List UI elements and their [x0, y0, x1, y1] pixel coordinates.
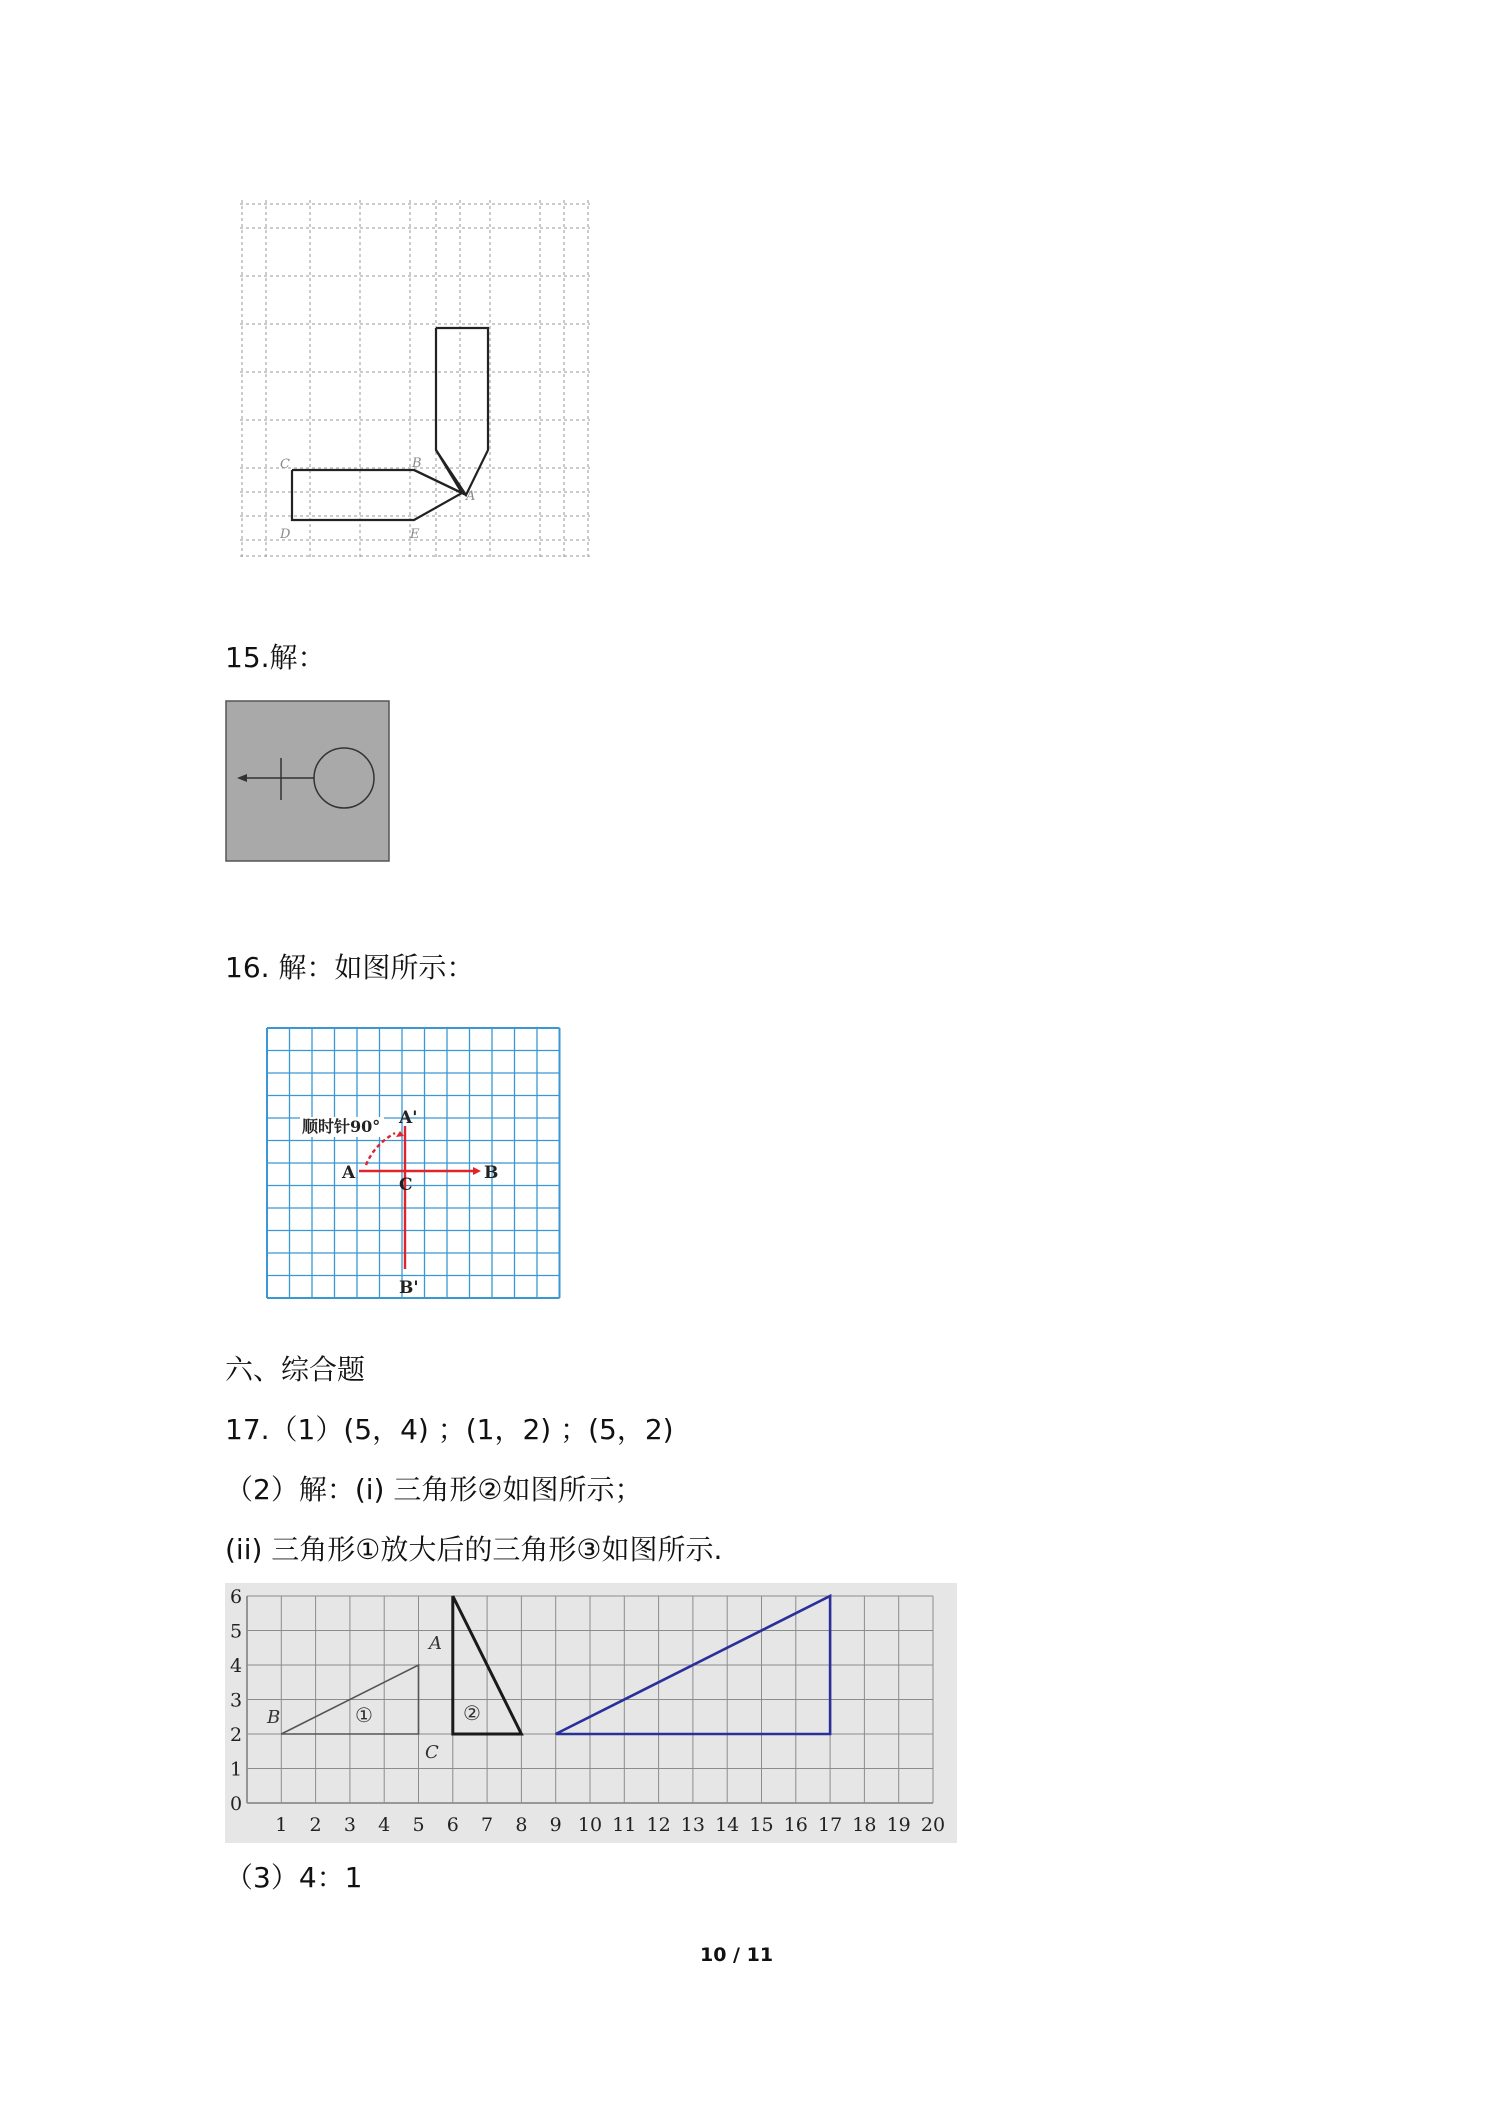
figure-15: [225, 700, 390, 862]
polygon-shape: [292, 328, 488, 520]
triangle-1-label: ①: [355, 1703, 373, 1727]
x-tick-label: 17: [818, 1814, 843, 1836]
y-tick-label: 3: [229, 1689, 243, 1712]
label-a-prime: A': [399, 1108, 418, 1128]
x-tick-label: 1: [275, 1814, 288, 1836]
y-tick-label: 1: [229, 1758, 243, 1781]
figure-16: [262, 1023, 584, 1318]
arrowhead-icon: [473, 1167, 481, 1175]
x-tick-label: 14: [715, 1814, 740, 1836]
rotation-arrow-icon: [396, 1131, 404, 1137]
y-tick-label: 6: [229, 1586, 243, 1608]
rotation-label: 顺时针90°: [302, 1117, 381, 1136]
x-tick-label: 4: [378, 1814, 391, 1836]
x-tick-label: 13: [680, 1814, 705, 1836]
figure-14: [240, 200, 590, 560]
x-tick-label: 15: [749, 1814, 774, 1836]
label-b: B: [484, 1163, 499, 1183]
label-d: D: [280, 527, 291, 542]
y-tick-label: 4: [229, 1655, 243, 1677]
label-b-prime: B': [399, 1278, 419, 1298]
q17-part1: 17.（1）(5，4) ；(1，2) ；(5，2): [225, 1413, 674, 1446]
blue-grid: [267, 1028, 560, 1298]
x-tick-label: 16: [783, 1814, 808, 1836]
x-tick-label: 5: [412, 1814, 425, 1836]
figure-17-graph: [225, 1583, 957, 1843]
point-label-a: A: [429, 1633, 442, 1654]
rotation-marks: [359, 1126, 473, 1269]
x-tick-label: 18: [852, 1814, 877, 1836]
x-tick-label: 20: [920, 1814, 946, 1836]
point-label-b: B: [267, 1707, 281, 1728]
point-label-c: C: [425, 1742, 439, 1763]
x-tick-label: 11: [612, 1814, 637, 1836]
page-number: 10 / 11: [700, 1944, 774, 1966]
x-tick-label: 2: [309, 1814, 322, 1836]
label-c: C: [280, 457, 290, 472]
q17-part3: （3）4：1: [225, 1861, 363, 1894]
x-tick-label: 7: [481, 1814, 494, 1836]
x-tick-label: 10: [577, 1814, 603, 1836]
label-e: E: [410, 527, 420, 542]
x-tick-label: 19: [886, 1814, 911, 1836]
x-tick-label: 6: [446, 1814, 459, 1836]
y-tick-label: 5: [229, 1620, 243, 1643]
y-tick-label: 2: [229, 1724, 243, 1746]
label-c: C: [399, 1175, 413, 1195]
x-tick-label: 12: [646, 1814, 671, 1836]
triangle-2-label: ②: [463, 1701, 481, 1725]
label-a: A: [342, 1163, 356, 1183]
x-tick-label: 3: [343, 1814, 356, 1836]
q17-part2ii: (ii) 三角形①放大后的三角形③如图所示.: [225, 1533, 723, 1566]
q15-heading: 15.解：: [225, 641, 326, 674]
section-title: 六、综合题: [225, 1353, 366, 1386]
x-tick-label: 9: [549, 1814, 562, 1836]
q16-heading: 16. 解：如图所示：: [225, 951, 475, 984]
y-tick-label: 0: [229, 1793, 243, 1815]
x-tick-label: 8: [515, 1814, 528, 1836]
graph-background: [225, 1583, 957, 1843]
q17-part2: （2）解：(i) 三角形②如图所示；: [225, 1473, 643, 1506]
label-a: A: [466, 489, 476, 504]
label-b: B: [412, 456, 422, 471]
